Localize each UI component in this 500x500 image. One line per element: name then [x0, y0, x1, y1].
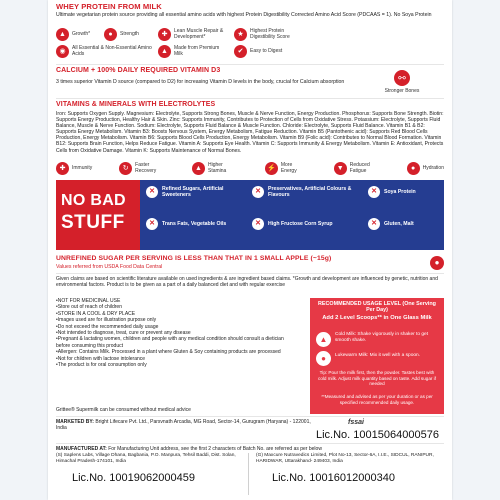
preservative-icon: ✕	[252, 186, 264, 198]
feature-amino-acids: ◉ All Essential & Non-Essential Amino Acids	[56, 45, 152, 58]
list-item: • Not intended to diagnose, treat, cure or prevent any disease	[56, 330, 292, 336]
feature-strength: ● Strength	[104, 28, 152, 41]
product-label-card	[48, 0, 452, 500]
no-soya-item: ✕ Soya Protein	[368, 186, 440, 198]
strength-icon: ●	[104, 28, 117, 41]
digestibility-icon: ★	[234, 28, 247, 41]
vitamin-benefits-row	[56, 162, 444, 175]
list-item: • Allergen: Contains Milk. Processed in a plant where Gluten & Soy containing products are processed	[56, 349, 292, 355]
benefit-hydration: ● Hydration	[407, 162, 444, 175]
no-bad-heading-line2: STUFF	[61, 212, 125, 233]
protein-title: WHEY PROTEIN FROM MILK	[56, 2, 162, 11]
no-trans-fats-item: ✕ Trans Fats, Vegetable Oils	[146, 218, 250, 230]
sugar-icon: ✕	[146, 186, 158, 198]
protein-features-row1	[56, 28, 446, 41]
spoon-icon: ●	[316, 351, 331, 366]
list-item: • Images used are for illustration purpose only	[56, 317, 292, 323]
no-sugar-item: ✕ Refined Sugars, Artificial Sweeteners	[146, 186, 250, 198]
stronger-bones-badge: ⚯ Stronger Bones	[378, 70, 426, 94]
no-bad-stuff-heading-box	[56, 180, 140, 250]
benefit-energy: ⚡ More Energy	[265, 162, 307, 175]
apple-icon: ●	[430, 256, 444, 270]
unit-g-license: Lic.No. 10016012000340	[272, 472, 395, 484]
muscle-icon: ▲	[56, 28, 69, 41]
list-item: • Pregnant & lactating women, children and people with any medical condition should consult a dietician before consuming this product	[56, 336, 292, 349]
hydration-icon: ●	[407, 162, 420, 175]
stamina-icon: ▲	[192, 162, 205, 175]
sugar-title: UNREFINED SUGAR PER SERVING IS LESS THAN THAT IN 1 SMALL APPLE (~15g)	[56, 255, 332, 262]
marketed-by-text: Bright Lifecare Pvt. Ltd., Parsvnath Arcadia, MG Road, Sector-14, Gurugram (Haryana) - 122001, India	[56, 419, 311, 431]
marketed-by-block	[56, 419, 316, 431]
usage-footer: **Measured and advised as per your duration or as per specified recommended daily usage.	[321, 394, 433, 405]
benefit-fatigue: ▼ Reduced Fatigue	[334, 162, 380, 175]
unit-s-license: Lic.No. 10019062000459	[72, 472, 195, 484]
milk-icon: ▲	[158, 45, 171, 58]
feature-easy-digest: ✔ Easy to Digest	[234, 45, 294, 58]
calcium-description: 3 times superior Vitamin D source (compared to D2) for increasing Vitamin D levels in the body, crucial for Calcium absorption	[56, 79, 345, 85]
feature-muscle-repair: ✚ Lean Muscle Repair & Development*	[158, 28, 228, 41]
list-item: • The product is for oral consumption only	[56, 362, 292, 368]
benefit-recovery: ↻ Faster Recovery	[119, 162, 165, 175]
no-corn-syrup-item: ✕ High Fructose Corn Syrup	[252, 218, 364, 230]
bone-icon: ⚯	[394, 70, 410, 86]
vitamins-description: Iron: Supports Oxygen Supply. Magnesium: Electrolyte, Supports Strong Bones, Muscle & Nerve Function, Energy Production. Phosphorus: Supports Bone Strength. Biotin: Supports Energy Production, Healthy Hair & Skin. Zinc: Supports Immunity, Contributes to Protection of Cells from Oxidative Stress. Potassium: Electrolyte, Supports Fluid Balance, Muscle & Nerve Function. Sodium: Electrolyte, Supports Fluid Balance & Muscle Function. Chloride: Electrolyte, Supports Fluid Balance. Vitamin B1 & B2: Supports Energy Metabolism. Vitamin B3: Boosts Nervous System, Energy Metabolism, Fatigue Reduction. Vitamin B5 (Pantothenic acid): Supports Red Blood Cells Production, Energy Metabolism. Vitamin B6: Supports Blood Cells Production, Energy Metabolism. Vitamin B9 (Folic acid): Contributes to Normal Blood Formation. Vitamin B12: Supports Brain Function, Helps Reduce Fatigue. Vitamin A: Supports Eye Health. Vitamin C: Supports Immunity & Energy Metabolism. Vitamin E: Antioxidant, Protects Cells from Oxidative Damage. Vitamin K: Supports Maintenance of Normal Bones.	[56, 111, 444, 154]
vitamins-title: VITAMINS & MINERALS WITH ELECTROLYTES	[56, 101, 216, 108]
energy-icon: ⚡	[265, 162, 278, 175]
manufacturing-unit-s: (S) Saplens Labs, Village Dhana, Bagbania, P.O. Manpura, Tehsil Baddi, Dist. Solan, Himachal Pradesh-174101, India	[56, 453, 236, 464]
claims-disclaimer: Given claims are based on scientific literature available on used ingredients & are ingredient based claims. *Growth and development are influenced by genetic, nutrition and environmental factors. Product is to be given as a part of a daily balanced diet and with regular exercise	[56, 276, 438, 288]
usage-tip: Tip: Pour the milk first, then the powder. Tastes best with cold milk. Adjust milk quantity based on taste. Add sugar if needed	[318, 370, 436, 387]
list-item: • Do not exceed the recommended daily usage	[56, 324, 292, 330]
recovery-icon: ↻	[119, 162, 132, 175]
calcium-title: CALCIUM + 100% DAILY REQUIRED VITAMIN D3	[56, 67, 221, 74]
fssai-logo: fssai	[348, 419, 364, 426]
shaker-icon: ▲	[316, 332, 331, 347]
feature-premium-milk: ▲ Made from Premium Milk	[158, 45, 228, 58]
manufactured-label: MANUFACTURED AT:	[56, 446, 107, 452]
amino-acid-icon: ◉	[56, 45, 69, 58]
usage-notes-list	[56, 298, 292, 368]
protein-description: Ultimate vegetarian protein source providing all essential amino acids with highest Protein Digestibility Corrected Amino Acid Score (PDCAAS = 1). No Soya Protein	[56, 12, 432, 18]
digest-icon: ✔	[234, 45, 247, 58]
muscle-repair-icon: ✚	[158, 28, 171, 41]
list-item: • STORE IN A COOL & DRY PLACE	[56, 311, 292, 317]
protein-features-row2	[56, 45, 446, 58]
usage-lukewarm-milk: Lukewarm Milk: Mix it well with a spoon.	[335, 353, 421, 358]
divider	[56, 273, 444, 274]
recommended-usage-panel	[310, 298, 444, 414]
sugar-source: Values referred from USDA Food Data Central	[56, 264, 163, 270]
no-bad-heading-line1: NO BAD	[61, 192, 126, 209]
feature-digestibility: ★ Highest Protein Digestibility Score	[234, 28, 308, 41]
manufactured-at-header	[56, 446, 444, 452]
list-item: • NOT FOR MEDICINAL USE	[56, 298, 292, 304]
column-divider	[248, 453, 249, 495]
usage-scoops: Add 2 Level Scoops** in One Glass Milk	[322, 315, 432, 321]
immunity-icon: ✚	[56, 162, 69, 175]
marketed-by-label: MARKETED BY:	[56, 419, 94, 425]
oil-icon: ✕	[146, 218, 158, 230]
manufactured-note: For Manufacturing Unit address, see the first 2 characters of Batch No. are referred as per below	[108, 446, 322, 452]
manufacturing-unit-g: (G) Maxcure Nutravedics Limited, Plot No-13, Sector-6A, I.I.E., SIDCUL, RANIPUR, HARIDWAR, Uttarakhand- 249403, India	[256, 453, 434, 464]
divider	[56, 98, 444, 99]
no-bad-stuff-panel	[56, 180, 444, 250]
divider	[56, 64, 444, 65]
benefit-immunity: ✚ Immunity	[56, 162, 92, 175]
divider	[56, 416, 444, 417]
feature-growth: ▲ Growth*	[56, 28, 98, 41]
fatigue-icon: ▼	[334, 162, 347, 175]
marketing-license: Lic.No. 10015064000576	[316, 429, 439, 441]
syrup-icon: ✕	[252, 218, 264, 230]
soya-icon: ✕	[368, 186, 380, 198]
list-item: • Not for children with lactose intolerance	[56, 356, 292, 362]
no-gluten-item: ✕ Gluten, Malt	[368, 218, 440, 230]
gluten-icon: ✕	[368, 218, 380, 230]
usage-cold-milk: Cold Milk: Shake vigorously in shaker to get smooth shake.	[335, 332, 429, 343]
grittee-note: Grittee® Supermilk can be consumed without medical advice	[56, 407, 191, 413]
no-preservatives-item: ✕ Preservatives, Artificial Colours & Flavours	[252, 186, 364, 198]
usage-title: RECOMMENDED USAGE LEVEL (One Serving Per Day)	[318, 301, 436, 314]
list-item: • Store out of reach of children	[56, 304, 292, 310]
benefit-stamina: ▲ Higher Stamina	[192, 162, 238, 175]
divider	[56, 443, 444, 444]
